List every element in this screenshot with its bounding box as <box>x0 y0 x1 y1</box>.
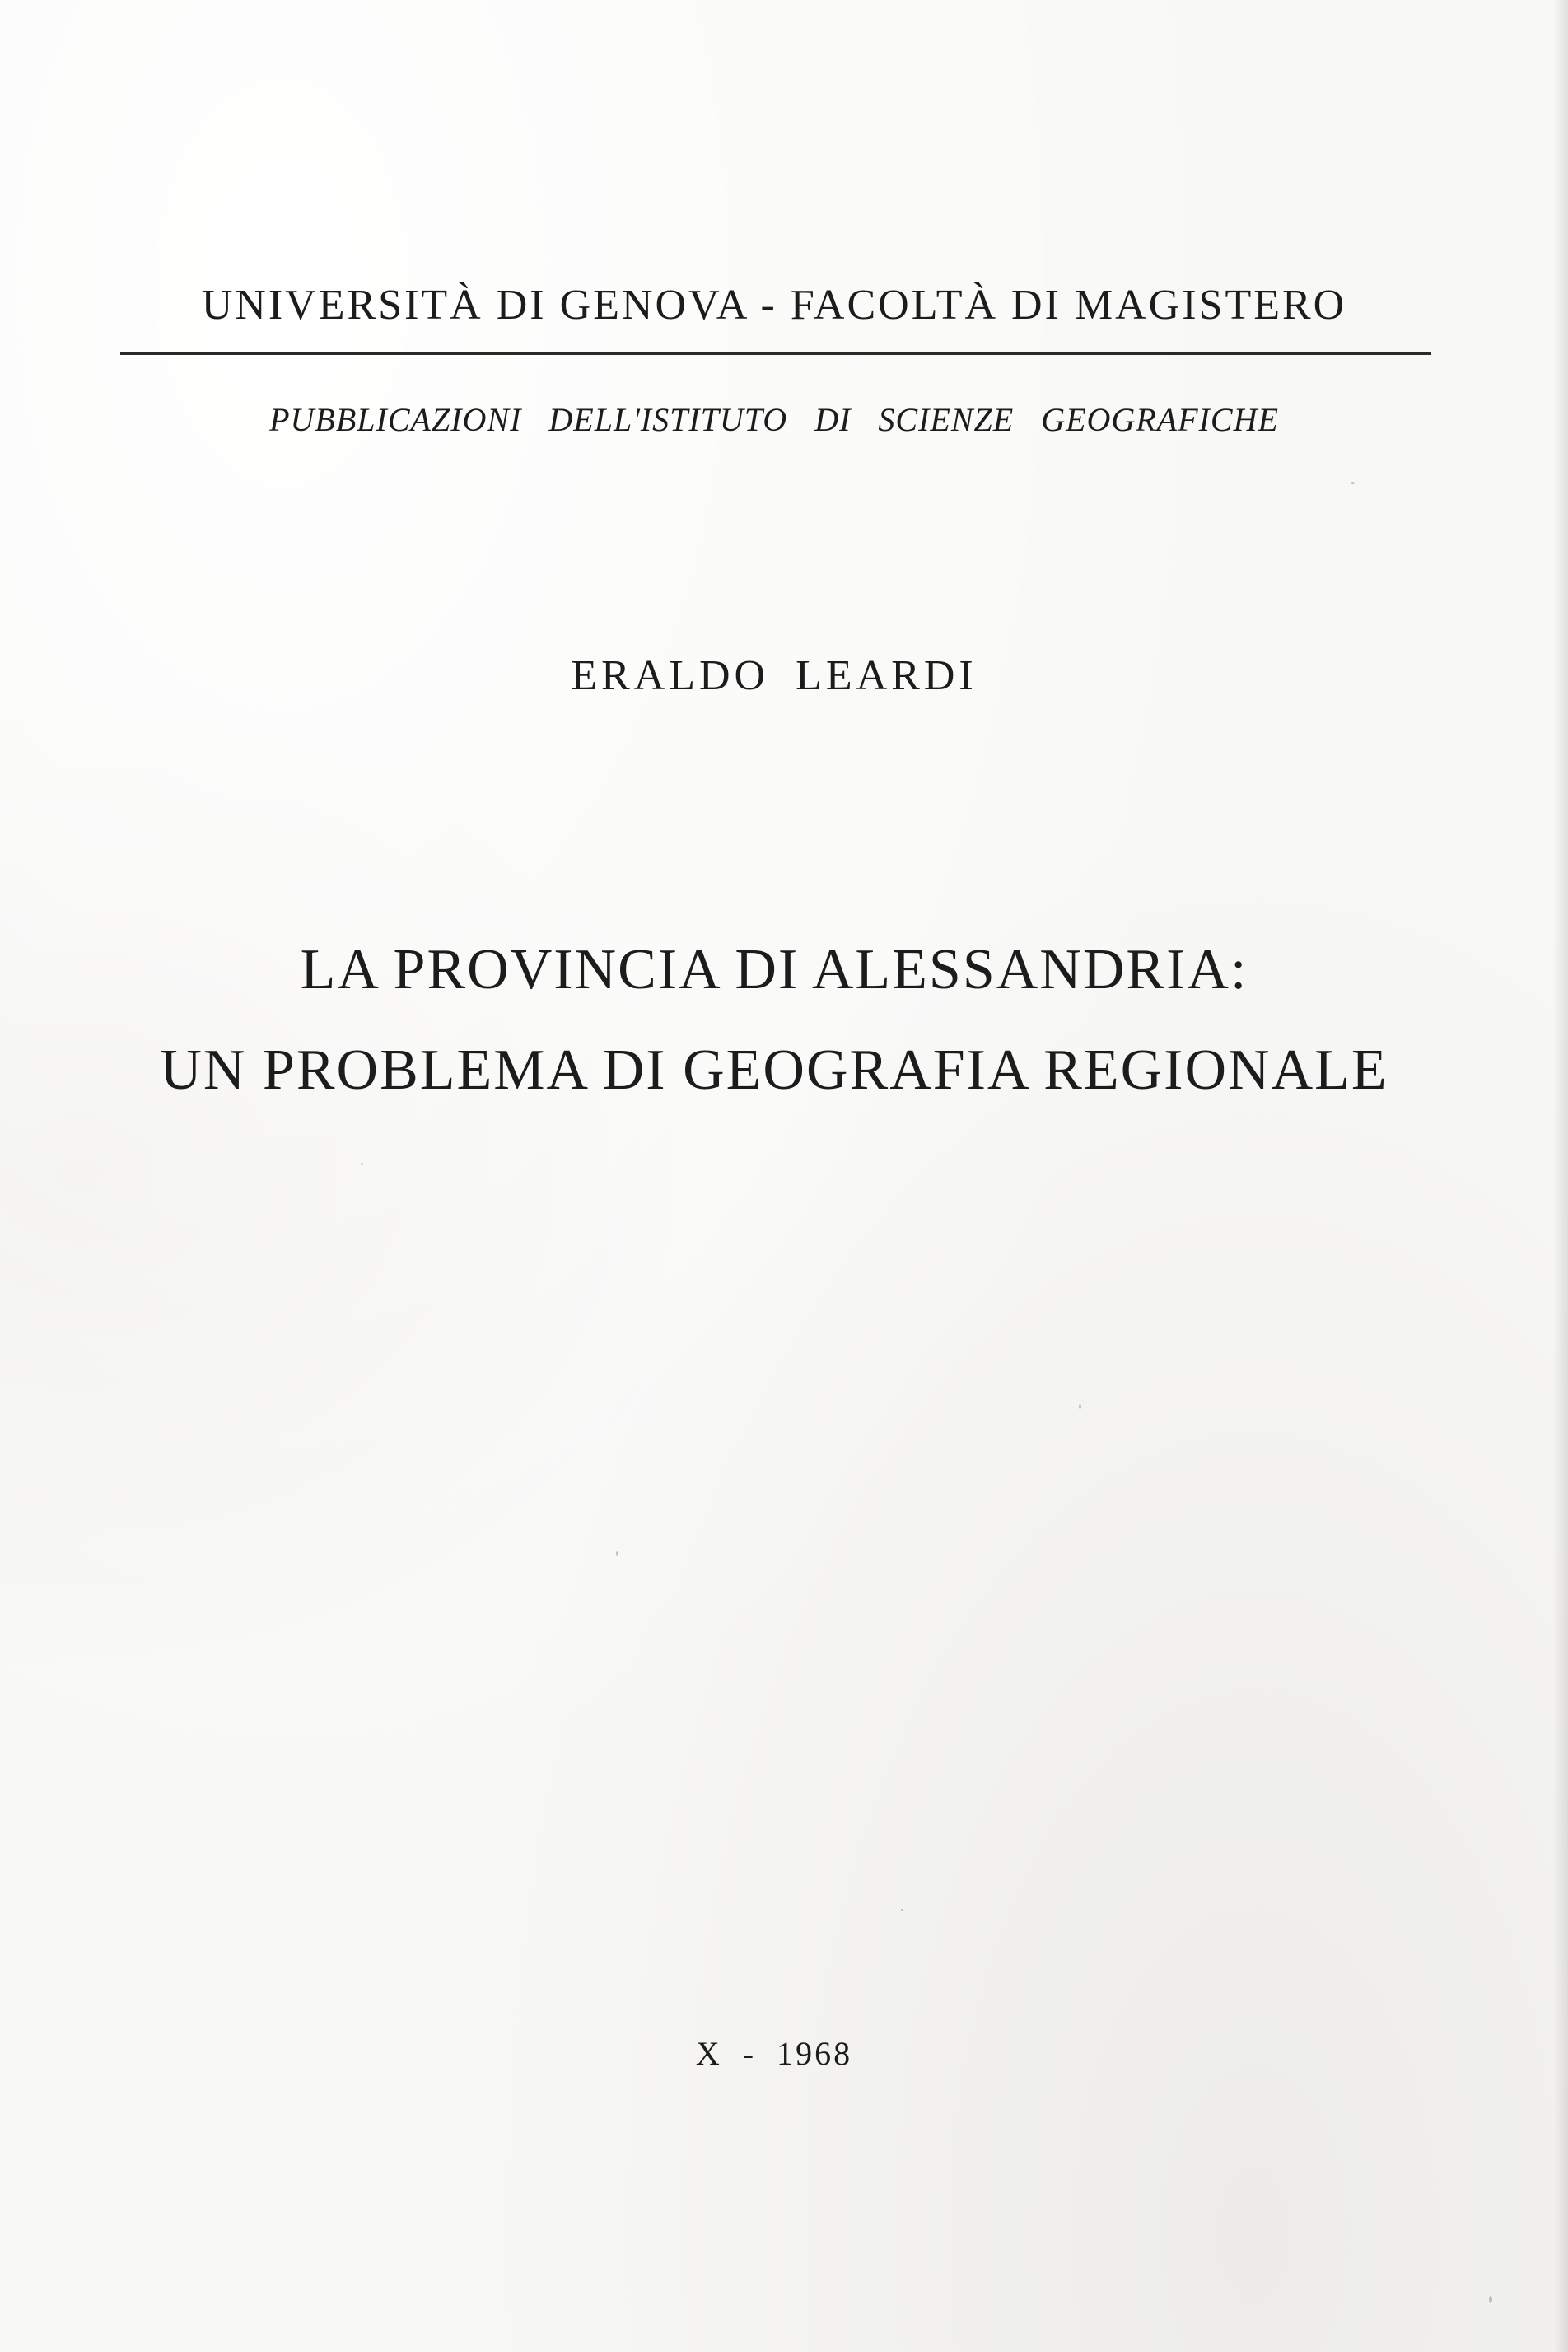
series-subtitle: PUBBLICAZIONI DELL'ISTITUTO DI SCIENZE GEOGRAFICHE <box>269 401 1279 438</box>
page-edge-shadow <box>1553 0 1568 2352</box>
title-line-2: UN PROBLEMA DI GEOGRAFIA REGIONALE <box>160 1038 1388 1102</box>
paper-speck <box>1351 482 1355 484</box>
paper-speck <box>616 1551 618 1556</box>
paper-speck <box>901 1909 903 1911</box>
paper-speck <box>1079 1404 1081 1409</box>
author-name: ERALDO LEARDI <box>571 652 978 699</box>
institution-heading: UNIVERSITÀ DI GENOVA - FACOLTÀ DI MAGISTERO <box>201 282 1347 329</box>
title-line-1: LA PROVINCIA DI ALESSANDRIA: <box>300 938 1248 1001</box>
publication-date: X - 1968 <box>695 2035 853 2072</box>
paper-speck <box>361 1163 363 1165</box>
horizontal-rule <box>120 352 1431 355</box>
paper-speck <box>1489 2296 1492 2303</box>
